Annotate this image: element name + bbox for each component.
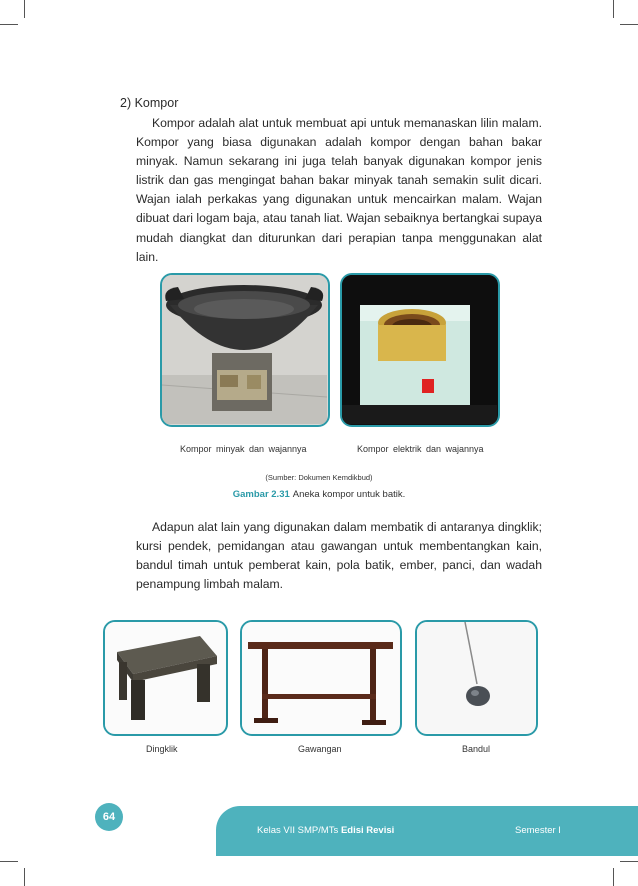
- crop-mark: [0, 861, 18, 862]
- crop-mark: [0, 24, 18, 25]
- footer-book-title: [257, 825, 394, 836]
- section-heading: 2) Kompor: [120, 96, 179, 110]
- figure-title: Aneka kompor untuk batik.: [292, 489, 406, 500]
- page-number: 64: [95, 803, 123, 831]
- kompor-elektrik-image: [342, 275, 497, 424]
- paragraph-alat-lain-text: Adapun alat lain yang digunakan dalam membatik di antaranya dingklik; kursi pendek, pemidangan atau gawangan untuk membentangkan kain, bandul timah untuk pemberat kain, pola batik, ember, panci, dan wadah penampung limbah malam.: [136, 520, 542, 592]
- caption-kompor-minyak: Kompor minyak dan wajannya: [180, 444, 307, 454]
- footer-semester: Semester I: [515, 825, 561, 836]
- gawangan-image: [242, 622, 399, 733]
- footer-book-prefix: Kelas VII SMP/MTs: [257, 825, 341, 836]
- crop-mark: [620, 24, 638, 25]
- figure-caption: [0, 489, 638, 500]
- paragraph-kompor-text: Kompor adalah alat untuk membuat api untuk memanaskan lilin malam. Kompor yang biasa digunakan adalah kompor dengan bahan bakar minyak. Namun sekarang ini juga telah banyak digunakan kompor jenis listrik dan gas mengingat bahan bakar minyak tanah semakin sulit dicari. Wajan ialah perkakas yang digunakan untuk mencairkan malam. Wajan dibuat dari logam baja, atau tanah liat. Wajan sebaiknya bertangkai supaya mudah diangkat dan diturunkan dari perapian tanpa menggunakan alat lain.: [136, 116, 542, 264]
- dingklik-image: [105, 622, 225, 733]
- crop-mark: [620, 861, 638, 862]
- caption-gawangan: Gawangan: [298, 744, 342, 754]
- paragraph-kompor: [136, 114, 542, 267]
- photo-kompor-elektrik: [340, 273, 500, 427]
- caption-dingklik: Dingklik: [146, 744, 178, 754]
- photo-kompor-minyak: [160, 273, 330, 427]
- crop-mark: [24, 868, 25, 886]
- figure-label: Gambar 2.31: [232, 489, 290, 500]
- caption-bandul: Bandul: [462, 744, 491, 754]
- caption-kompor-elektrik: Kompor elektrik dan wajannya: [357, 444, 484, 454]
- photo-bandul: [415, 620, 538, 736]
- photo-gawangan: [240, 620, 402, 736]
- crop-mark: [613, 868, 614, 886]
- paragraph-alat-lain: [136, 518, 542, 594]
- figure-source: (Sumber: Dokumen Kemdikbud): [265, 473, 373, 482]
- crop-mark: [613, 0, 614, 18]
- footer-book-edition: Edisi Revisi: [340, 825, 395, 836]
- kompor-minyak-image: [162, 275, 327, 424]
- bandul-image: [417, 622, 535, 733]
- crop-mark: [24, 0, 25, 18]
- photo-dingklik: [103, 620, 228, 736]
